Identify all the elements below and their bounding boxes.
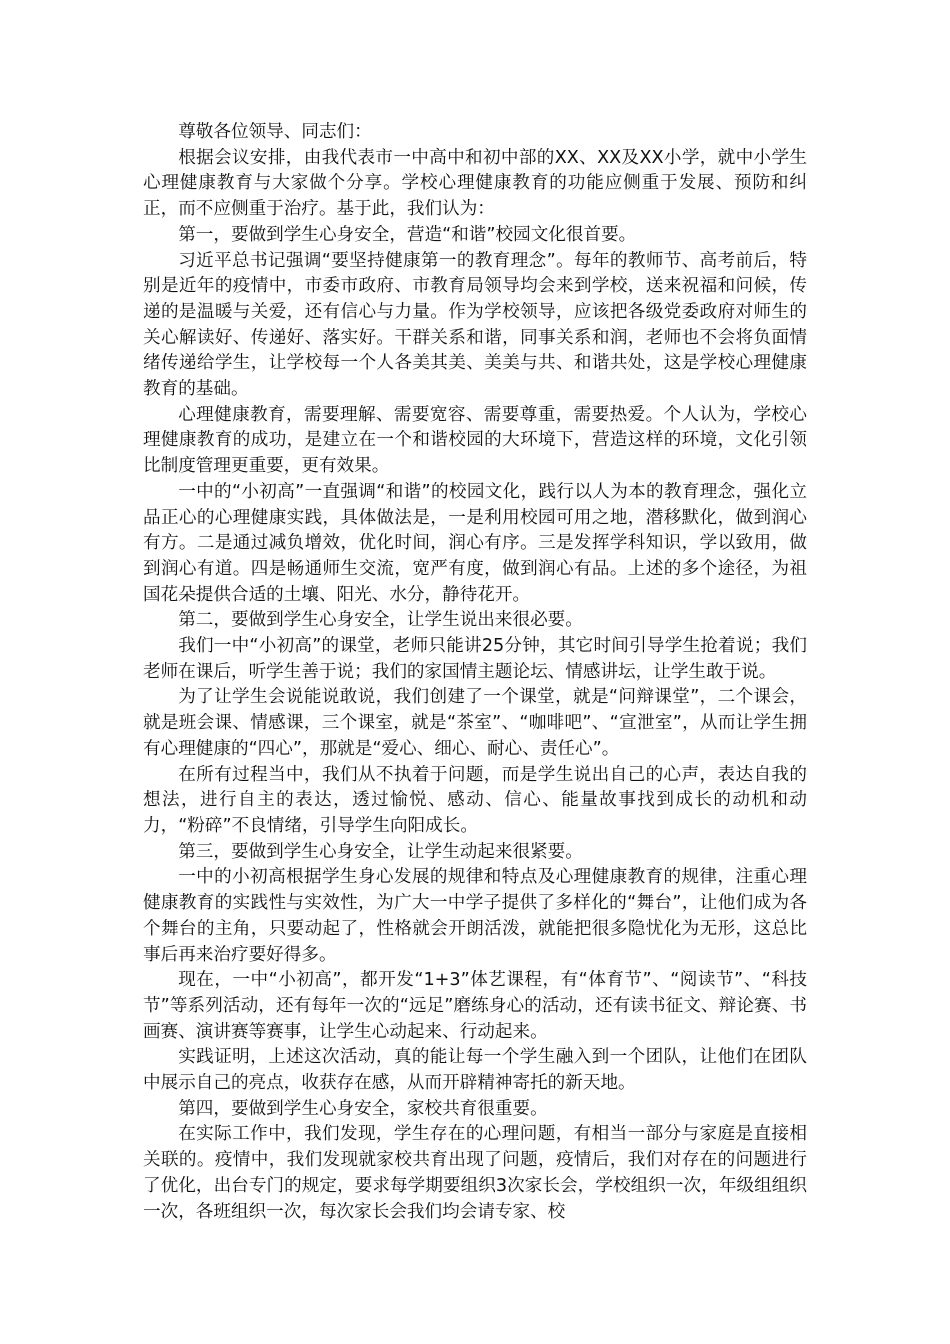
- body-paragraph: 实践证明，上述这次活动，真的能让每一个学生融入到一个团队，让他们在团队中展示自己的亮点，收获存在感，从而开辟精神寄托的新天地。: [143, 1047, 807, 1094]
- body-paragraph: 一中的“小初高”一直强调“和谐”的校园文化，践行以人为本的教育理念，强化立品正心的心理健康实践，具体做法是，一是利用校园可用之地，潜移默化，做到润心有方。二是通过减负增效，优化时间，润心有序。三是发挥学科知识，学以致用，做到润心有道。四是畅通师生交流，宽严有度，做到润心有品。上述的多个途径，为祖国花朵提供合适的土壤、阳光、水分，静待花开。: [143, 481, 807, 605]
- body-paragraph: 在实际工作中，我们发现，学生存在的心理问题，有相当一部分与家庭是直接相关联的。疫情中，我们发现就家校共育出现了问题，疫情后，我们对存在的问题进行了优化，出台专门的规定，要求每学期要组织3次家长会，学校组织一次，年级组组织一次，各班组织一次，每次家长会我们均会请专家、校: [143, 1124, 807, 1222]
- section-heading-4: 第四，要做到学生心身安全，家校共育很重要。: [178, 1098, 548, 1119]
- section-heading-2: 第二，要做到学生心身安全，让学生说出来很必要。: [178, 610, 583, 631]
- section-heading-1: 第一，要做到学生心身安全，营造“和谐”校园文化很首要。: [178, 224, 637, 245]
- greeting-paragraph: 尊敬各位领导、同志们：: [178, 122, 372, 142]
- body-paragraph: 习近平总书记强调“要坚持健康第一的教育理念”。每年的教师节、高考前后，特别是近年的疫情中，市委市政府、市教育局领导均会来到学校，送来祝福和问候，传递的是温暖与关爱，还有信心与力量。作为学校领导，应该把各级党委政府对师生的关心解读好、传递好、落实好。干群关系和谐，同事关系和润，老师也不会将负面情绪传递给学生，让学校每一个人各美其美、美美与共、和谐共处，这是学校心理健康教育的基础。: [143, 250, 807, 400]
- body-paragraph: 一中的小初高根据学生身心发展的规律和特点及心理健康教育的规律，注重心理健康教育的实践性与实效性，为广大一中学子提供了多样化的“舞台”，让他们成为各个舞台的主角，只要动起了，性格就会开朗活泼，就能把很多隐忧化为无形，这总比事后再来治疗要好得多。: [143, 867, 807, 965]
- section-heading-3: 第三，要做到学生心身安全，让学生动起来很紧要。: [178, 841, 583, 862]
- body-paragraph: 现在，一中“小初高”，都开发“1+3”体艺课程，有“体育节”、“阅读节”、“科技节”等系列活动，还有每年一次的“远足”磨练身心的活动，还有读书征文、辩论赛、书画赛、演讲赛等赛事，让学生心动起来、行动起来。: [143, 970, 807, 1042]
- body-paragraph: 为了让学生会说能说敢说，我们创建了一个课堂，就是“问辩课堂”，二个课会，就是班会课、情感课，三个课室，就是“茶室”、“咖啡吧”、“宣泄室”，从而让学生拥有心理健康的“四心”，那就是“爱心、细心、耐心、责任心”。: [143, 687, 807, 759]
- body-paragraph: 我们一中“小初高”的课堂，老师只能讲25分钟，其它时间引导学生抢着说；我们老师在课后，听学生善于说；我们的家国情主题论坛、情感讲坛，让学生敢于说。: [143, 636, 807, 682]
- body-paragraph: 心理健康教育，需要理解、需要宽容、需要尊重，需要热爱。个人认为，学校心理健康教育的成功，是建立在一个和谐校园的大环境下，营造这样的环境，文化引领比制度管理更重要，更有效果。: [143, 404, 807, 477]
- intro-paragraph: 根据会议安排，由我代表市一中高中和初中部的XX、XX及XX小学，就中小学生心理健康教育与大家做个分享。学校心理健康教育的功能应侧重于发展、预防和纠正，而不应侧重于治疗。基于此，我们认为：: [143, 147, 807, 220]
- body-paragraph: 在所有过程当中，我们从不执着于问题，而是学生说出自己的心声，表达自我的想法，进行自主的表达，透过愉悦、感动、信心、能量故事找到成长的动机和动力，“粉碎”不良情绪，引导学生向阳成长。: [143, 764, 807, 836]
- document-body: [143, 120, 807, 1225]
